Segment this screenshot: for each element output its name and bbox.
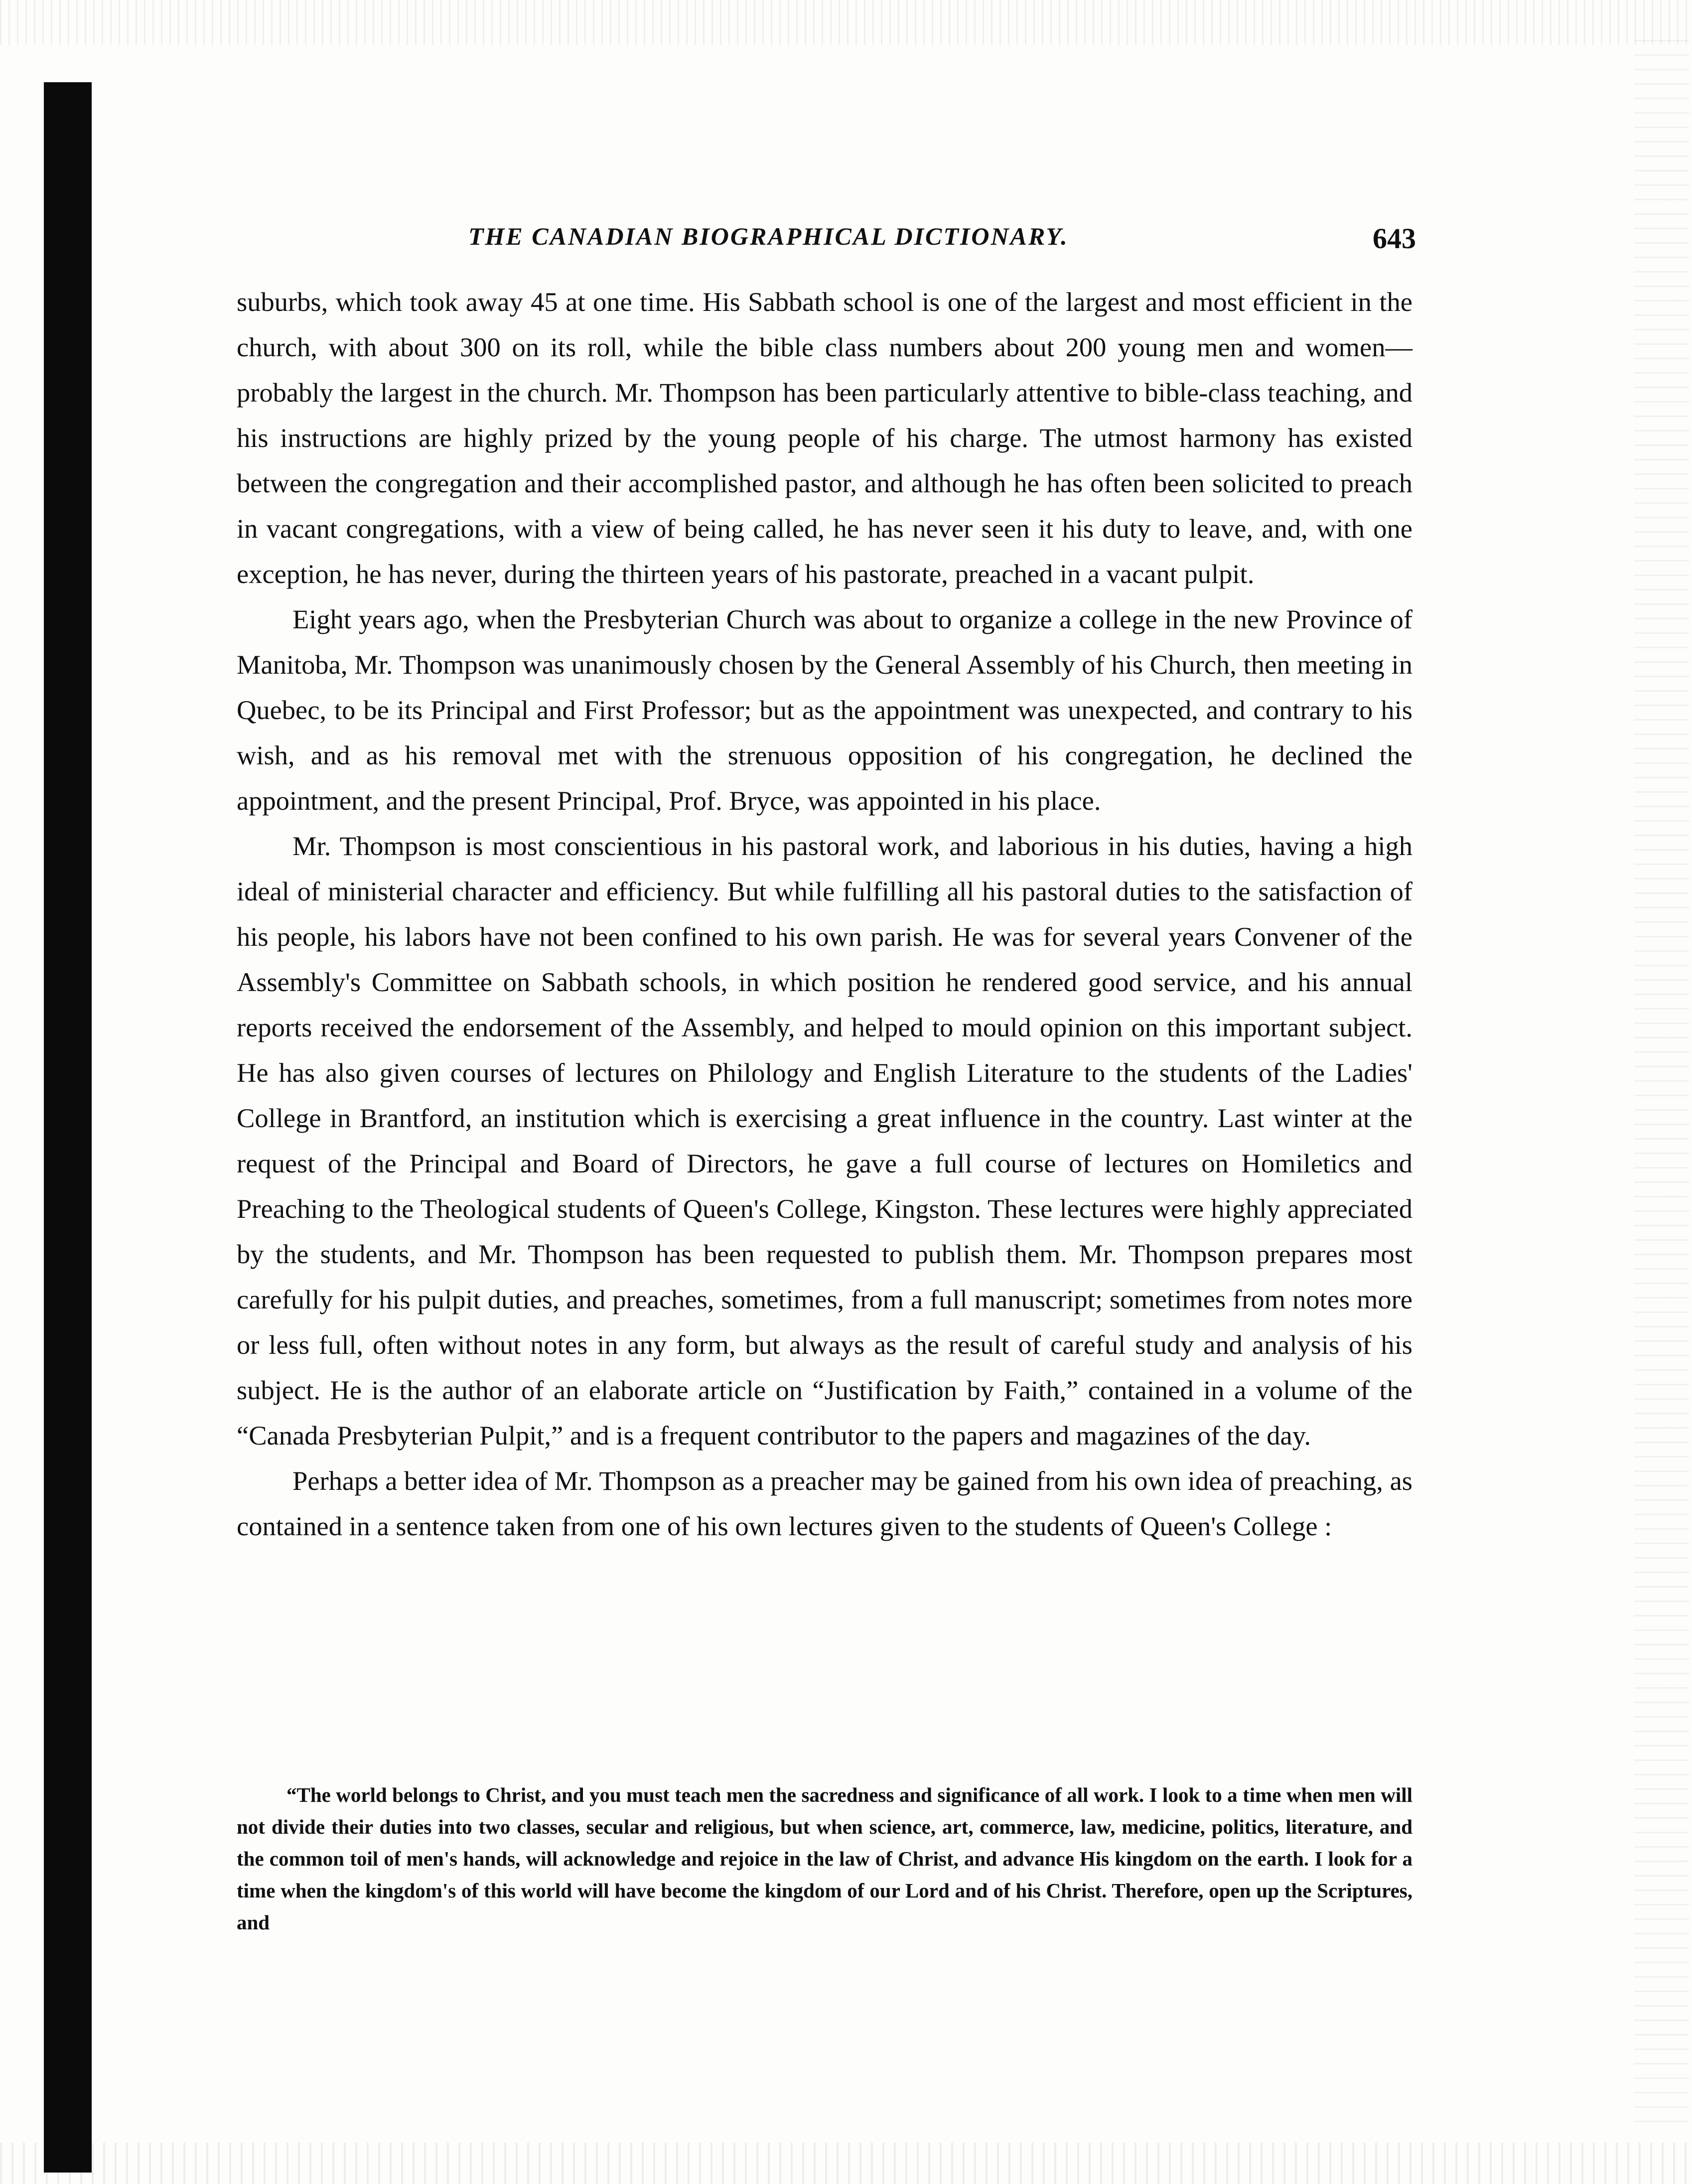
block-quote: “The world belongs to Christ, and you must teach men the sacredness and significance of all work. I look to a time when men will not divide their duties into two classes, secular and religious, but when science, art, commerce, law, medicine, politics, literature, and the common toil of men's hands, will acknowledge and rejoice in the law of Christ, and advance His kingdom on the earth. I look for a time when the kingdom's of this world will have become the kingdom of our Lord and of his Christ. Therefore, open up the Scriptures, and bbox=[237, 1783, 1412, 1934]
paragraph-manitoba-college: Eight years ago, when the Presbyterian Church was about to organize a college in the new Province of Manitoba, Mr. Thompson was unanimously chosen by the General Assembly of his Church, then meeting in Quebec, to be its Principal and First Professor; but as the appointment was unexpected, and contrary to his wish, and as his removal met with the strenuous opposition of his congregation, he declined the appointment, and the present Principal, Prof. Bryce, was appointed in his place. bbox=[237, 604, 1412, 816]
body-text bbox=[237, 279, 1412, 1549]
scan-page-edge bbox=[1634, 40, 1689, 2133]
scan-noise-top bbox=[0, 0, 1692, 45]
paragraph-preaching-idea: Perhaps a better idea of Mr. Thompson as a preacher may be gained from his own idea of preaching, as contained in a sentence taken from one of his own lectures given to the students of Queen's College : bbox=[237, 1465, 1412, 1541]
running-title: THE CANADIAN BIOGRAPHICAL DICTIONARY. bbox=[468, 222, 1069, 250]
paragraph-continuation: suburbs, which took away 45 at one time. His Sabbath school is one of the largest and most efficient in the church, with about 300 on its roll, while the bible class numbers about 200 young men and women—probably the largest in the church. Mr. Thompson has been particularly attentive to bible-class teaching, and his instructions are highly prized by the young people of his charge. The utmost harmony has existed between the congregation and their accomplished pastor, and although he has often been solicited to preach in vacant congregations, with a view of being called, he has never seen it his duty to leave, and, with one exception, he has never, during the thirteen years of his pastorate, preached in a vacant pulpit. bbox=[237, 287, 1412, 589]
scan-noise-bottom bbox=[0, 2143, 1692, 2184]
page-number: 643 bbox=[1373, 222, 1416, 255]
paragraph-pastoral-work: Mr. Thompson is most conscientious in his pastoral work, and laborious in his duties, having a high ideal of ministerial character and efficiency. But while fulfilling all his pastoral duties to the satisfaction of his people, his labors have not been confined to his own parish. He was for several years Convener of the Assembly's Committee on Sabbath schools, in which position he rendered good service, and his annual reports received the endorsement of the Assembly, and helped to mould opinion on this important subject. He has also given courses of lectures on Philology and English Literature to the students of the Ladies' College in Brantford, an institution which is exercising a great influence in the country. Last winter at the request of the Principal and Board of Directors, he gave a full course of lectures on Homiletics and Preaching to the Theological students of Queen's College, Kingston. These lectures were highly appreciated by the students, and Mr. Thompson has been requested to publish them. Mr. Thompson prepares most carefully for his pulpit duties, and preaches, sometimes, from a full manuscript; sometimes from notes more or less full, often without notes in any form, but always as the result of careful study and analysis of his subject. He is the author of an elaborate article on “Justification by Faith,” contained in a volume of the “Canada Presbyterian Pulpit,” and is a frequent contributor to the papers and magazines of the day. bbox=[237, 831, 1412, 1451]
scan-binding-edge bbox=[44, 82, 92, 2173]
